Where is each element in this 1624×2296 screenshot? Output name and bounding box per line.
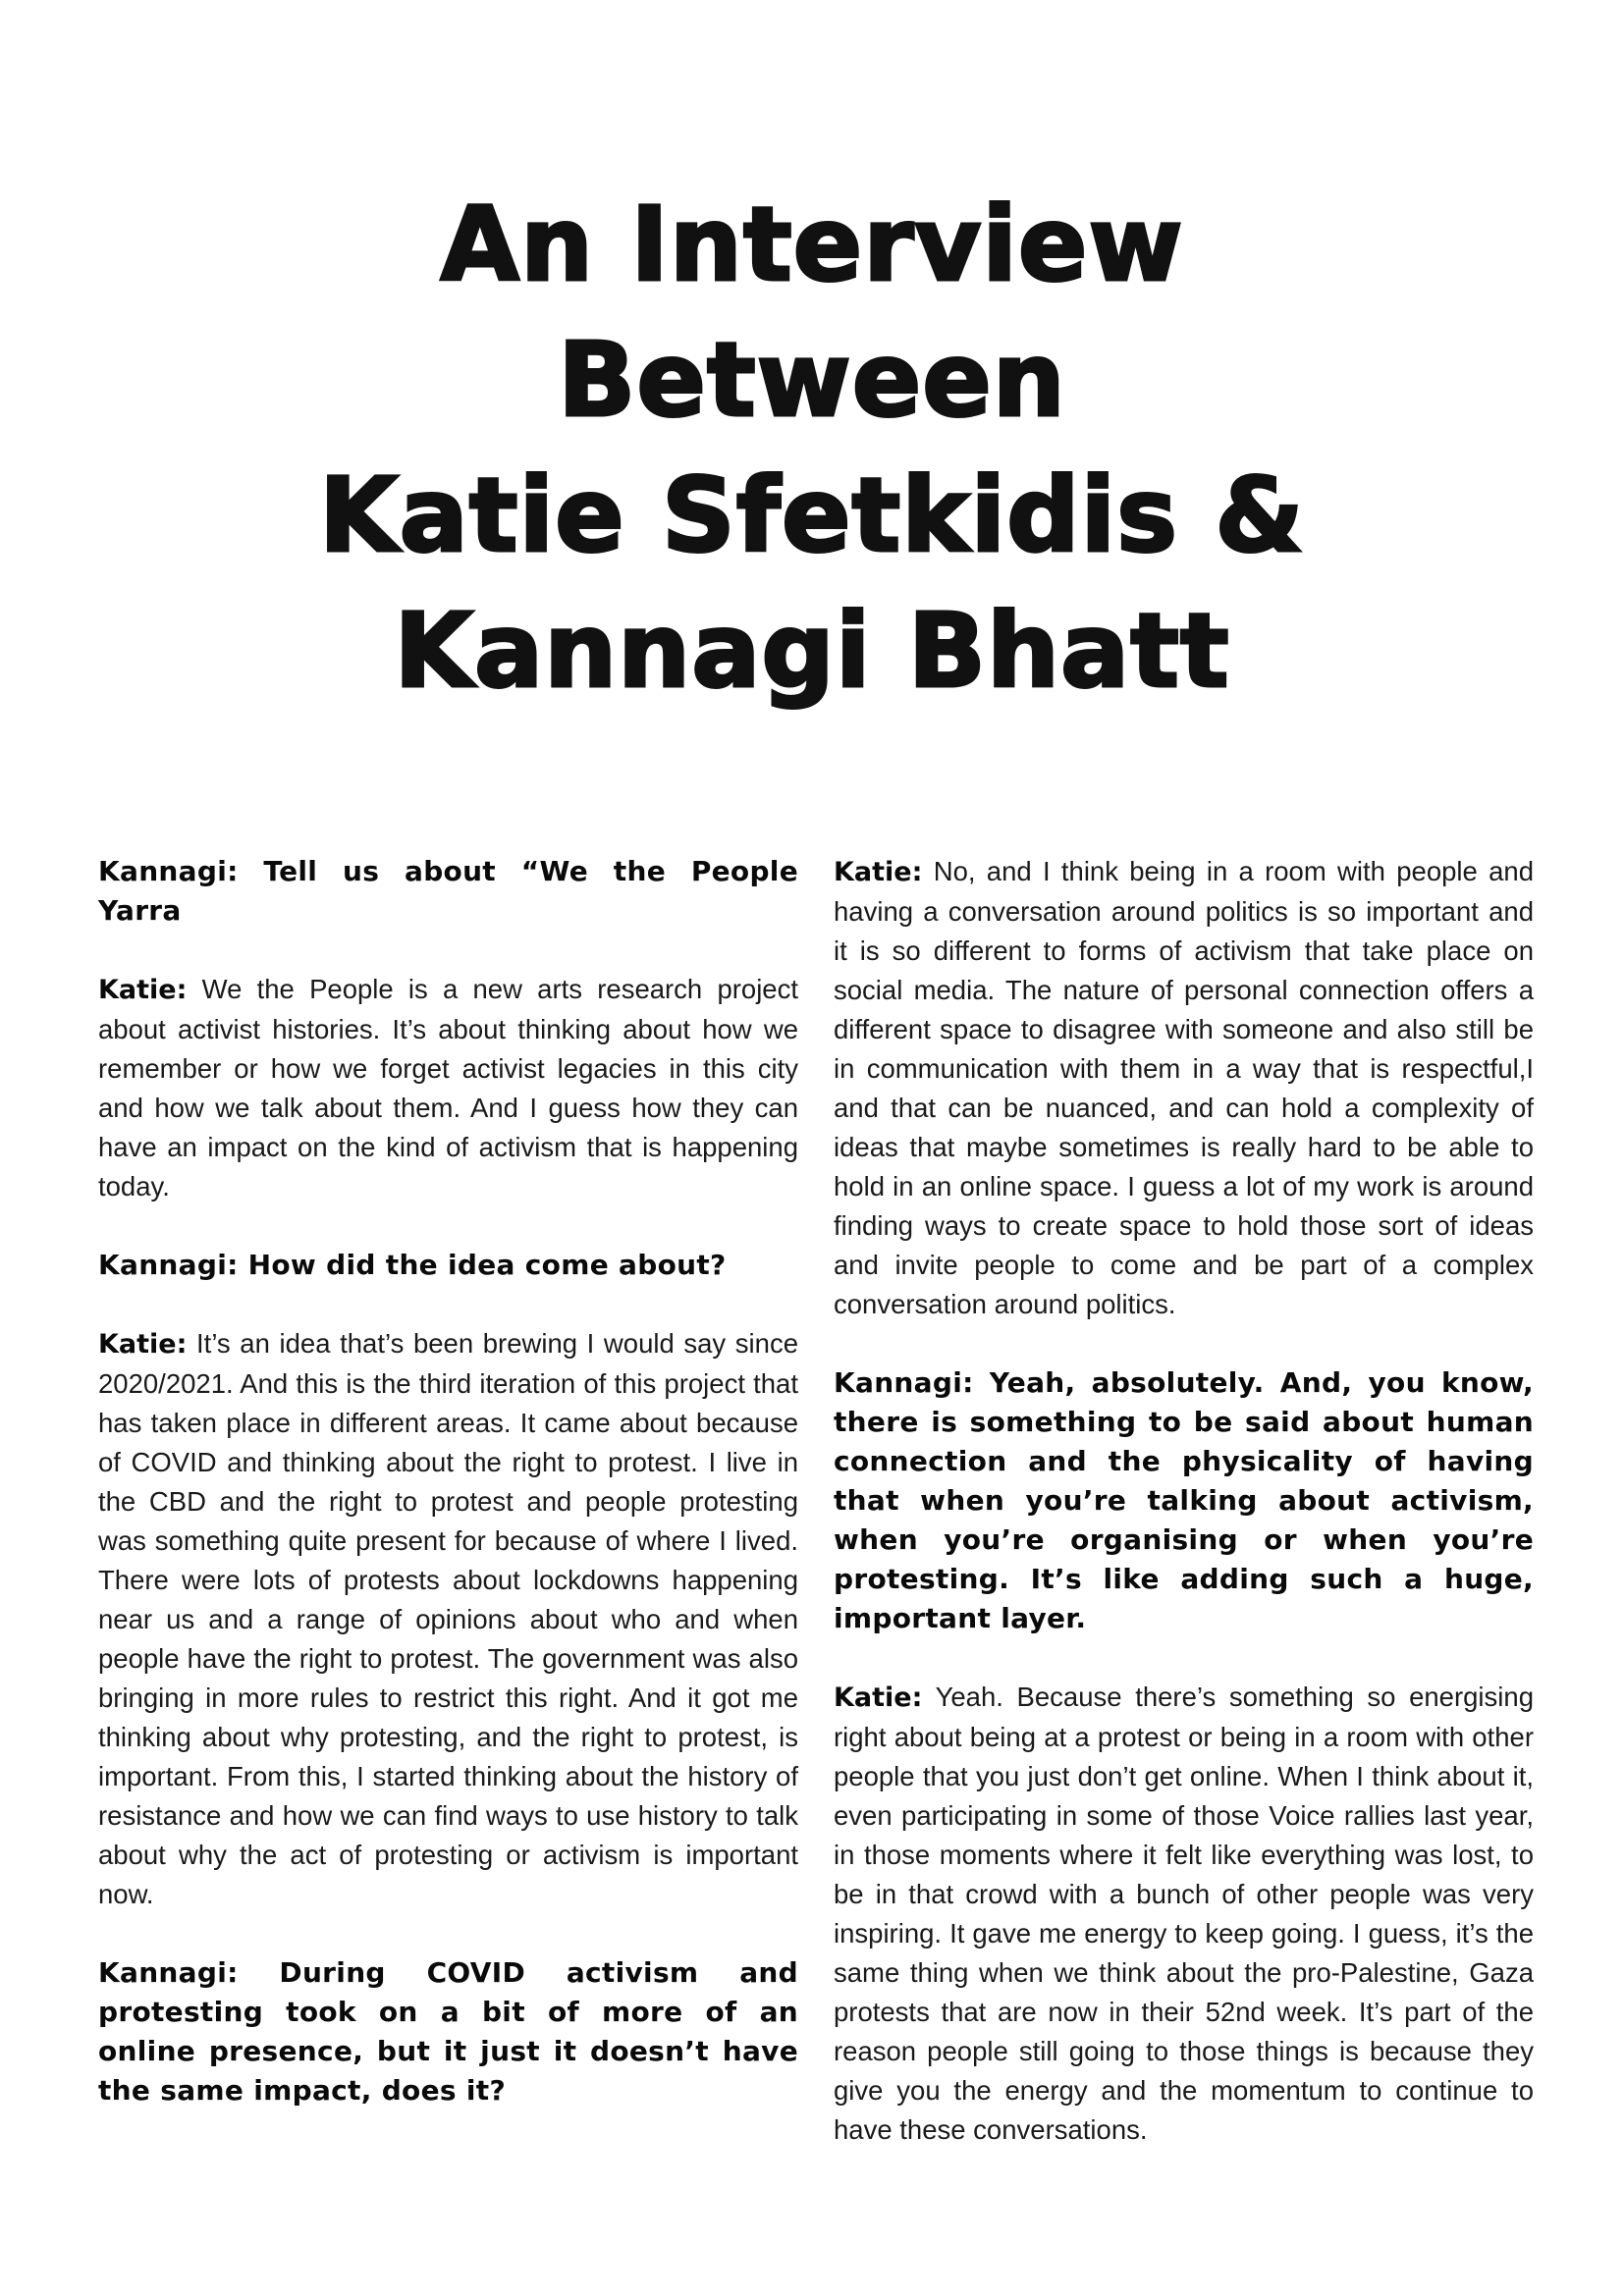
answer-4-text: Yeah. Because there’s something so energising right about being at a protest or being in a room with other people that you just don’t get online. When I think about it, even participating in some of those Voice rallies last year, in those moments where it felt like everything was lost, to be in that crowd with a bunch of other people was very inspiring. It gave me energy to keep going. I guess, it’s the same thing when we think about the pro-Palestine, Gaza protests that are now in their 52nd week. It’s part of the reason people still going to those things is because they give you the energy and the momentum to continue to have these conversations. xyxy=(834,1682,1534,2145)
page-title xyxy=(0,177,1624,719)
answer-4-speaker: Katie: xyxy=(834,1682,923,1713)
question-4: Kannagi: Yeah, absolutely. And, you know, there is something to be said about human connection and the physicality of having that when you’re talking about activism, when you’re organising or when you’re protesting. It’s like adding such a huge, important layer. xyxy=(834,1366,1534,1634)
answer-3 xyxy=(834,852,1534,1324)
answer-3-text: No, and I think being in a room with people and having a conversation around politics is so important and it is so different to forms of activism that take place on social media. The nature of personal connection offers a different space to disagree with someone and also still be in communication with them in a way that is respectful,I and that can be nuanced, and can hold a complexity of ideas that maybe sometimes is really hard to be able to hold in an online space. I guess a lot of my work is around finding ways to create space to hold those sort of ideas and invite people to come and be part of a complex conversation around politics. xyxy=(834,856,1534,1319)
answer-2-text: It’s an idea that’s been brewing I would say since 2020/2021. And this is the third iteration of this project that has taken place in different areas. It came about because of COVID and thinking about the right to protest. I live in the CBD and the right to protest and people protesting was something quite present for because of where I lived. There were lots of protests about lockdowns happening near us and a range of opinions about who and when people have the right to protest. The government was also bringing in more rules to restrict this right. And it got me thinking about why protesting, and the right to protest, is important. From this, I started thinking about the history of resistance and how we can find ways to use history to talk about why the act of protesting or activism is important now. xyxy=(98,1328,798,1909)
answer-2-speaker: Katie: xyxy=(98,1329,188,1360)
question-2: Kannagi: How did the idea come about? xyxy=(98,1249,727,1281)
question-1: Kannagi: Tell us about “We the People Yarra xyxy=(98,855,798,927)
right-column xyxy=(834,852,1534,2189)
answer-2 xyxy=(98,1324,798,1914)
title-line-1: An Interview xyxy=(440,185,1184,304)
answer-1-speaker: Katie: xyxy=(98,975,188,1005)
title-line-3: Katie Sfetkidis & xyxy=(319,455,1305,575)
answer-3-speaker: Katie: xyxy=(834,857,923,887)
question-3: Kannagi: During COVID activism and protesting took on a bit of more of an online presence, but it just it doesn’t have the same impact, does it? xyxy=(98,1956,798,2107)
title-line-2: Between xyxy=(558,320,1066,440)
answer-1-text: We the People is a new arts research project about activist histories. It’s about thinking about how we remember or how we forget activist legacies in this city and how we talk about them. And I guess how they can have an impact on the kind of activism that is happening today. xyxy=(98,974,798,1201)
left-column xyxy=(98,852,798,2150)
answer-1 xyxy=(98,970,798,1206)
title-line-4: Kannagi Bhatt xyxy=(394,591,1230,711)
answer-4 xyxy=(834,1678,1534,2150)
